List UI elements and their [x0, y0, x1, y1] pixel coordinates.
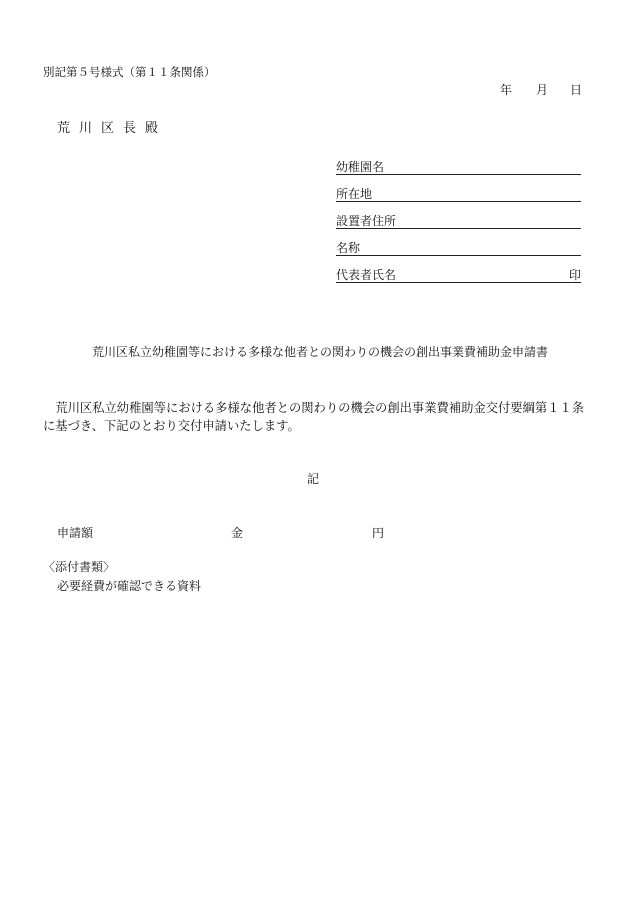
amount-label: 申請額 — [57, 526, 94, 540]
date-month: 月 — [536, 83, 549, 97]
field-location[interactable] — [336, 185, 581, 202]
ki-heading: 記 — [307, 472, 320, 486]
field-label: 代表者氏名 — [336, 268, 397, 282]
amount-suffix: 円 — [372, 526, 385, 540]
body-text: 荒川区私立幼稚園等における多様な他者との関わりの機会の創出事業費補助金交付要綱第１１条 — [55, 401, 585, 415]
field-representative-name[interactable] — [336, 266, 581, 283]
seal-mark: 印 — [568, 268, 581, 282]
body-text-line2: に基づき、下記のとおり交付申請いたします。 — [43, 419, 300, 433]
field-organization-name[interactable] — [336, 239, 581, 256]
field-founder-address[interactable] — [336, 212, 581, 229]
addressee: 荒川区長殿 — [57, 121, 168, 136]
amount-prefix: 金 — [231, 526, 244, 540]
date-day: 日 — [570, 83, 583, 97]
attachment-item: 必要経費が確認できる資料 — [57, 579, 202, 593]
document-title: 荒川区私立幼稚園等における多様な他者との関わりの機会の創出事業費補助金申請書 — [92, 345, 549, 359]
field-kindergarten-name[interactable] — [336, 158, 581, 175]
attachments-heading: 〈添付書類〉 — [43, 560, 116, 574]
field-label: 設置者住所 — [336, 214, 397, 228]
field-label: 幼稚園名 — [336, 160, 385, 174]
date-year: 年 — [500, 83, 513, 97]
field-label: 名称 — [336, 241, 361, 255]
field-label: 所在地 — [336, 187, 373, 201]
form-number-label: 別記第５号様式（第１１条関係） — [43, 65, 216, 79]
body-text-line1 — [43, 402, 584, 414]
